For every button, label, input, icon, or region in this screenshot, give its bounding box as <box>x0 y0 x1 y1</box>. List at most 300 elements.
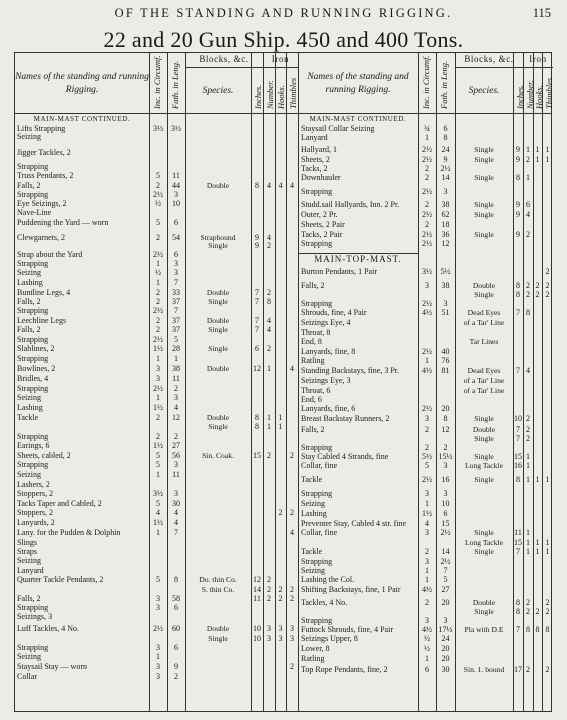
thimbles-value: 2 <box>545 290 550 299</box>
rigging-name: Futtock Shrouds, fine, 4 Pair <box>301 625 393 634</box>
thimbles-value: 2 <box>290 594 294 603</box>
number-value: 2 <box>267 288 271 297</box>
circumference-value: 5 <box>156 451 160 460</box>
block-species: Dead Eyes <box>467 366 501 375</box>
names-header-left: Names of the standing and running Rigging. <box>15 72 149 95</box>
table-row <box>15 519 553 528</box>
block-species: Single <box>474 155 494 164</box>
rigging-name: Stay Cabled 4 Strands, fine <box>301 452 389 461</box>
table-row <box>15 299 553 308</box>
fathoms-value: 5 <box>443 575 448 584</box>
table-row <box>15 187 553 196</box>
block-species: Double <box>206 181 230 190</box>
circumference-value: 2½ <box>153 306 163 315</box>
rigging-name: Strapping <box>17 432 49 441</box>
fathoms-value: 6 <box>174 218 178 227</box>
circumference-value: 2½ <box>153 190 163 199</box>
block-species: Sin. Coak. <box>202 451 234 460</box>
fathoms-value: 14 <box>441 173 450 182</box>
table-row <box>15 230 553 239</box>
fathoms-value: 5 <box>174 335 178 344</box>
number-value: 2 <box>526 598 530 607</box>
fathoms-value: 7 <box>174 306 178 315</box>
rigging-name: Strapping <box>17 354 49 363</box>
hooks-value: 3 <box>278 624 283 633</box>
thimbles-value: 1 <box>545 547 550 556</box>
table-row <box>15 395 553 404</box>
number-value: 2 <box>526 434 530 443</box>
inches-value: 9 <box>516 145 520 154</box>
rigging-name: Tacks, 2 Pair <box>301 230 343 239</box>
fathoms-value: 20 <box>441 404 450 413</box>
fathoms-value: 7 <box>174 278 178 287</box>
fathoms-value: 8 <box>174 575 178 584</box>
thimbles-value: 2 <box>545 607 550 616</box>
inches-value: 14 <box>253 585 261 594</box>
fathoms-value: 16 <box>441 475 450 484</box>
circumference-value: 2 <box>425 598 429 607</box>
circumference-value: 4½ <box>422 585 432 594</box>
table-row <box>15 475 553 484</box>
table-row <box>15 499 553 508</box>
section-header <box>15 255 553 264</box>
inches-value: 9 <box>516 210 520 219</box>
fathoms-value: 2 <box>174 432 178 441</box>
table-row <box>15 173 553 182</box>
number-value: 8 <box>267 297 271 306</box>
inches-value: 9 <box>255 241 259 250</box>
fathoms-value: 20 <box>441 598 450 607</box>
table-row <box>15 133 553 142</box>
fathoms-value: 6 <box>174 603 178 612</box>
fathoms-value: 18 <box>441 220 450 229</box>
thimbles-value: 1 <box>545 145 550 154</box>
fathoms-value: 2 <box>174 384 178 393</box>
fathoms-value: 30 <box>441 665 450 674</box>
circumference-value: 1 <box>425 499 429 508</box>
circumference-value: 2 <box>156 181 160 190</box>
iron-header-right: Iron <box>529 54 547 64</box>
circumference-value: ½ <box>424 644 430 653</box>
thimbles-header-right: Thimbles <box>544 77 554 109</box>
fathoms-value: 40 <box>441 347 450 356</box>
circumference-value: 3½ <box>153 124 163 133</box>
number-value: 2 <box>526 290 530 299</box>
circumference-value: 1 <box>425 654 429 663</box>
circumference-value: 3 <box>425 414 429 423</box>
rigging-name: Clewgarnets, 2 <box>17 233 65 242</box>
rigging-name: Studd.sail Hallyards, Inn. 2 Pr. <box>301 200 400 209</box>
rigging-name: Seizing <box>17 652 41 661</box>
fathoms-value: 15 <box>441 519 450 528</box>
circumference-value: 3½ <box>422 267 432 276</box>
inches-value: 7 <box>516 547 520 556</box>
hooks-value: 2 <box>535 290 540 299</box>
circumference-value: 4½ <box>422 308 432 317</box>
inches-value: 15 <box>514 452 522 461</box>
circumference-value: 4½ <box>422 366 432 375</box>
number-value: 1 <box>526 461 530 470</box>
fathoms-value: 37 <box>172 325 180 334</box>
fathoms-value: 38 <box>441 281 450 290</box>
circumference-value: 1½ <box>153 518 163 527</box>
fathoms-value: 38 <box>441 200 450 209</box>
fathoms-value: 10 <box>172 199 180 208</box>
hooks-value: 1 <box>535 538 540 547</box>
rigging-name: Strapping <box>17 259 49 268</box>
rigging-name: Eye Seizings, 2 <box>17 199 67 208</box>
thimbles-value: 2 <box>545 281 550 290</box>
rigging-name: Bowlines, 2 <box>17 364 56 373</box>
fathoms-value: 62 <box>441 210 450 219</box>
fathoms-value: 14 <box>441 547 450 556</box>
circumference-value: 2 <box>156 432 160 441</box>
rigging-name: Strapping <box>17 384 49 393</box>
table-row <box>15 538 553 547</box>
circumference-value: 2½ <box>422 239 432 248</box>
rigging-name: Shrouds, fine, 4 Pair <box>301 308 367 317</box>
fathoms-value: 2½ <box>440 557 451 566</box>
circumference-value: 1 <box>156 259 160 268</box>
circumference-value: 2 <box>425 164 429 173</box>
circumference-value: 3 <box>156 594 160 603</box>
number-value: 1 <box>526 452 530 461</box>
circumference-value: 2 <box>425 425 429 434</box>
fathoms-value: 28 <box>172 344 180 353</box>
hooks-value: 8 <box>535 625 540 634</box>
inches-value: 10 <box>253 634 261 643</box>
block-species: Double <box>472 598 496 607</box>
fathoms-value: 11 <box>172 171 180 180</box>
rigging-name: Seizings Upper, 8 <box>301 634 358 643</box>
circumference-value: 2½ <box>153 624 163 633</box>
block-species: Single <box>474 475 494 484</box>
circumference-value: 2½ <box>422 299 432 308</box>
inches-value: 7 <box>255 325 259 334</box>
rigging-name: Throat, 6 <box>301 386 331 395</box>
hooks-value: 2 <box>535 607 540 616</box>
fathoms-value: 6 <box>174 643 178 652</box>
rigging-name: Lany. for the Pudden & Dolphin <box>17 528 121 537</box>
rigging-name: Lashers, 2 <box>17 480 50 489</box>
circumference-value: 2½ <box>422 187 432 196</box>
circumference-value: ½ <box>424 634 430 643</box>
circumference-value: 3 <box>156 374 160 383</box>
fathoms-value: 24 <box>441 145 450 154</box>
rigging-name: Falls, 2 <box>17 297 41 306</box>
circumference-value: 1½ <box>422 509 432 518</box>
rigging-name: Seizings, 3 <box>17 612 53 621</box>
blocks-header-right: Blocks, &c. <box>464 54 514 64</box>
fathoms-value: 54 <box>172 233 180 242</box>
rigging-name: Tackle <box>17 413 39 422</box>
table-row <box>15 356 553 365</box>
rigging-name: Jigger Tackles, 2 <box>17 148 71 157</box>
rigging-name: Lanyard <box>17 566 44 575</box>
block-species: Single <box>474 414 494 423</box>
rigging-name: Stoppers, 2 <box>17 508 53 517</box>
block-species: Double <box>206 288 230 297</box>
thimbles-header-left: Thimbles <box>288 77 298 109</box>
table-row <box>15 328 553 337</box>
fathoms-value: 8 <box>443 133 448 142</box>
header-rule <box>185 67 298 68</box>
rigging-name: Seizings Eye, 4 <box>301 318 351 327</box>
table-row <box>15 634 553 643</box>
circumf-header-left: Inc. in Circumf. <box>152 55 162 109</box>
fathoms-value: 2 <box>174 672 178 681</box>
block-species: Single <box>474 173 494 182</box>
fathoms-value: 3 <box>174 259 178 268</box>
rigging-name: Lifts Strapping <box>17 124 66 133</box>
circumference-value: 2 <box>156 288 160 297</box>
thimbles-value: 3 <box>290 624 294 633</box>
fathoms-value: 20 <box>441 654 450 663</box>
thimbles-value: 4 <box>290 181 294 190</box>
number-value: 6 <box>526 200 530 209</box>
fathoms-value: 11 <box>172 374 180 383</box>
table-row <box>15 557 553 566</box>
fathoms-value: 2 <box>443 443 448 452</box>
rigging-name: Strapping <box>301 443 333 452</box>
rigging-name: Lanyards, fine, 6 <box>301 404 356 413</box>
block-species: Single <box>208 422 228 431</box>
thimbles-value: 2 <box>290 451 294 460</box>
rigging-name: End, 6 <box>301 395 322 404</box>
inches-value: 8 <box>516 290 520 299</box>
rigging-name: Lanyard <box>301 133 328 142</box>
number-value: 2 <box>267 344 271 353</box>
circumference-value: 2½ <box>422 210 432 219</box>
rigging-name: Breast Backstay Runners, 2 <box>301 414 390 423</box>
fathoms-value: 27 <box>172 441 180 450</box>
number-value: 8 <box>526 308 530 317</box>
block-species: Single <box>208 241 228 250</box>
table-row <box>15 654 553 663</box>
table-row <box>15 366 553 375</box>
rigging-name: Lashing the Col. <box>301 575 355 584</box>
rigging-name: Strapping <box>17 603 49 612</box>
table-row <box>15 585 553 594</box>
table-row <box>15 239 553 248</box>
fathoms-value: 4 <box>174 508 178 517</box>
rigging-name: Collar, fine <box>301 461 338 470</box>
block-species: Double <box>206 316 230 325</box>
rigging-name: Seizing <box>17 132 41 141</box>
rigging-name: Seizing <box>17 393 41 402</box>
rigging-name: Preventer Stay, Cabled 4 str. fine <box>301 519 407 528</box>
rigging-name: Sheets, 2 Pair <box>301 220 345 229</box>
rigging-name: Strapping <box>301 187 333 196</box>
fathoms-value: 12 <box>441 239 450 248</box>
inches-value: 11 <box>253 594 261 603</box>
circumference-value: 5½ <box>422 452 432 461</box>
block-species: Single <box>474 528 494 537</box>
rigging-name: Strapping <box>17 190 49 199</box>
running-head: OF THE STANDING AND RUNNING RIGGING. <box>114 6 453 20</box>
number-value: 1 <box>267 422 271 431</box>
block-species: Double <box>472 281 496 290</box>
block-species: Double <box>206 624 230 633</box>
rigging-name: Falls, 2 <box>17 325 41 334</box>
block-species: Double <box>206 413 230 422</box>
block-species: Single <box>474 434 494 443</box>
fath-header-left: Fath. in Leng. <box>170 60 180 109</box>
number-value: 2 <box>267 594 271 603</box>
circumference-value: 2 <box>425 200 429 209</box>
table-row <box>15 318 553 327</box>
fathoms-value: 3 <box>443 299 448 308</box>
circumference-value: 4 <box>425 519 429 528</box>
inches-value: 11 <box>514 528 522 537</box>
rigging-name: Slings <box>17 538 38 547</box>
rigging-name: Tackles, 4 No. <box>301 598 348 607</box>
circumference-value: 3½ <box>153 489 163 498</box>
rigging-name: Truss Pendants, 2 <box>17 171 74 180</box>
table-row <box>15 644 553 653</box>
rigging-name: Lashing <box>17 278 43 287</box>
rigging-name: Leechline Legs <box>17 316 67 325</box>
table-row <box>15 461 553 470</box>
circumference-value: 3 <box>156 662 160 671</box>
circumference-value: 5 <box>156 171 160 180</box>
thimbles-value: 3 <box>290 634 294 643</box>
rigging-name: Ratling <box>301 356 325 365</box>
block-species: Single <box>474 290 494 299</box>
inches-header-right: Inches. <box>515 84 525 109</box>
rigging-name: Tackle <box>301 475 323 484</box>
hooks-header-right: Hooks. <box>534 85 544 109</box>
circumference-value: 2½ <box>153 384 163 393</box>
fathoms-value: 38 <box>172 364 180 373</box>
fathoms-value: 37 <box>172 316 180 325</box>
section-title: MAIN-MAST CONTINUED. <box>309 115 407 123</box>
blocks-header-left: Blocks, &c. <box>199 54 249 64</box>
circumference-value: 2½ <box>153 250 163 259</box>
block-species: Long Tackle <box>465 461 503 470</box>
inches-value: 7 <box>516 425 520 434</box>
fathoms-value: 3 <box>174 393 178 402</box>
number-value: 4 <box>267 233 271 242</box>
circumference-value: 5 <box>156 575 160 584</box>
block-species: Pla with D.E <box>464 625 504 634</box>
rigging-name: Seizing <box>17 470 41 479</box>
table-row <box>15 124 553 133</box>
thimbles-value: 2 <box>290 662 294 671</box>
number-value: 4 <box>267 325 271 334</box>
circumference-value: 1 <box>156 470 160 479</box>
table-row <box>15 376 553 385</box>
table-row <box>15 452 553 461</box>
circumference-value: 1½ <box>153 344 163 353</box>
rigging-name: Nave-Line <box>17 208 52 217</box>
block-species: Single <box>474 547 494 556</box>
number-value: 1 <box>526 173 530 182</box>
number-value: 2 <box>526 281 530 290</box>
rigging-name: Strapping <box>17 460 49 469</box>
number-value: 4 <box>526 366 530 375</box>
header-rule <box>455 67 553 68</box>
number-value: 2 <box>526 425 530 434</box>
rigging-name: Collar, fine <box>301 528 338 537</box>
fathoms-value: 76 <box>441 356 450 365</box>
table-row <box>15 598 553 607</box>
rigging-name: Lashing <box>301 509 327 518</box>
rigging-name: Lanyards, 2 <box>17 518 55 527</box>
thimbles-value: 8 <box>545 625 550 634</box>
rigging-name: Falls, 2 <box>17 594 41 603</box>
table-row <box>15 290 553 299</box>
rigging-name: Strapping <box>301 299 333 308</box>
circumference-value: 2½ <box>422 475 432 484</box>
hooks-value: 2 <box>535 281 540 290</box>
number-value: 2 <box>526 155 530 164</box>
fathoms-value: 6 <box>174 250 178 259</box>
table-row <box>15 347 553 356</box>
rigging-name: Standing Backstays, fine, 3 Pr. <box>301 366 399 375</box>
rigging-name: Staysail Collar Seizing <box>301 124 375 133</box>
inches-value: 15 <box>514 538 522 547</box>
table-row <box>15 665 553 674</box>
block-species: Strapbound <box>200 233 236 242</box>
inches-value: 10 <box>253 624 261 633</box>
fathoms-value: 1 <box>174 354 178 363</box>
inches-value: 7 <box>255 288 259 297</box>
rigging-name: Outer, 2 Pr. <box>301 210 338 219</box>
circumference-value: 1 <box>156 393 160 402</box>
table-row <box>15 566 553 575</box>
inches-value: 8 <box>255 181 259 190</box>
number-header-right: Number. <box>525 80 535 109</box>
inches-value: 7 <box>516 366 520 375</box>
block-species: of a Tar' Line <box>463 386 505 395</box>
rigging-name: Lanyards, fine, 8 <box>301 347 356 356</box>
table-row <box>15 155 553 164</box>
rigging-name: Sheets, cabled, 2 <box>17 451 71 460</box>
rigging-name: Strapping <box>17 335 49 344</box>
fathoms-value: 7 <box>443 566 448 575</box>
rigging-name: Strapping <box>301 616 333 625</box>
table-row <box>15 337 553 346</box>
table-row <box>15 625 553 634</box>
circumference-value: 1 <box>156 278 160 287</box>
number-value: 2 <box>267 585 271 594</box>
number-value: 1 <box>267 413 271 422</box>
number-value: 4 <box>267 181 271 190</box>
fathoms-value: 44 <box>172 181 180 190</box>
thimbles-value: 1 <box>545 475 550 484</box>
fathoms-value: 15½ <box>438 452 453 461</box>
species-header-right: Species. <box>468 86 500 96</box>
number-value: 1 <box>267 364 271 373</box>
species-header-left: Species. <box>202 86 234 96</box>
table-row <box>15 575 553 584</box>
fathoms-value: 6 <box>443 509 448 518</box>
block-species: S. thin Co. <box>201 585 235 594</box>
rigging-name: Ratling <box>301 654 325 663</box>
rigging-name: End, 8 <box>301 337 322 346</box>
number-value: 2 <box>526 665 530 674</box>
circumference-value: 2 <box>156 316 160 325</box>
block-species: of a Tar' Line <box>463 376 505 385</box>
fath-header-right: Fath. in Leng. <box>439 60 449 109</box>
fathoms-value: 3 <box>174 268 178 277</box>
fathoms-value: 9 <box>174 662 178 671</box>
thimbles-value: 4 <box>290 364 294 373</box>
fathoms-value: 12 <box>172 413 180 422</box>
rigging-name: Strapping <box>301 557 333 566</box>
circumference-value: 3 <box>425 281 429 290</box>
